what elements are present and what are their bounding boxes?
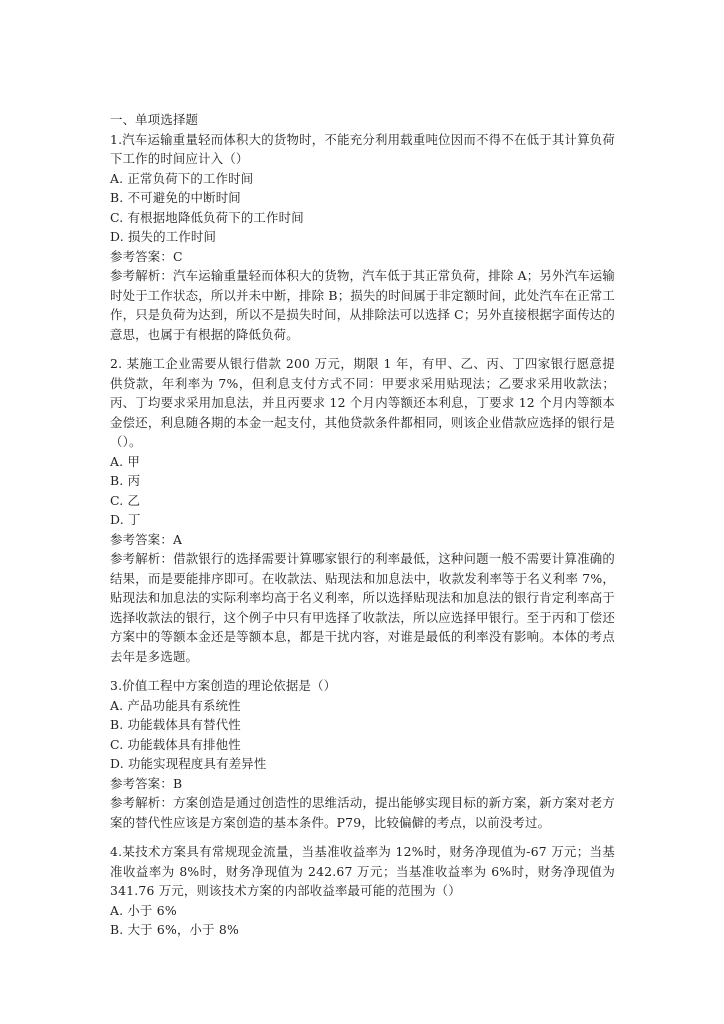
reference-analysis: 参考解析：方案创造是通过创造性的思维活动，提出能够实现目标的新方案，新方案对老方案的替代性应该是方案创造的基本条件。P79，比较偏僻的考点，以前没考过。 [110,795,615,830]
reference-answer: 参考答案：A [110,531,183,547]
spacer [110,666,615,676]
option-b: B. 功能载体具有替代性 [110,717,241,732]
question-stem: 3.价值工程中方案创造的理论依据是（） [110,678,337,693]
spacer [110,832,615,842]
option-b: B. 不可避免的中断时间 [110,190,241,205]
document-page [110,110,615,940]
reference-analysis: 参考解析：汽车运输重量轻而体积大的货物，汽车低于其正常负荷，排除 A；另外汽车运输时处于工作状态，所以并未中断，排除 B；损失的时间属于非定额时间，此处汽车在正常工作，只是负荷为达到，所以不是损失时间，从排除法可以选择 C；另外直接根据字面传达的意思，也属于有根据的降低负荷。 [110,268,615,342]
option-c: C. 功能载体具有排他性 [110,736,241,752]
option-d: D. 丁 [110,512,141,527]
reference-answer: 参考答案：C [110,248,183,264]
reference-answer: 参考答案：B [110,775,183,791]
question-1 [110,130,615,345]
option-b: B. 大于 6%，小于 8% [110,922,239,937]
question-stem: 4.某技术方案具有常规现金流量，当基准收益率为 12%时，财务净现值为-67 万元；当基准收益率为 8%时，财务净现值为 242.67 万元；当基准收益率为 6%时，财务净现值为 341.76 万元，则该技术方案的内部收益率最可能的范围为（） [110,844,615,898]
option-c: C. 乙 [110,492,141,508]
option-b: B. 丙 [110,473,141,488]
spacer [110,344,615,354]
question-2 [110,354,615,666]
option-d: D. 功能实现程度具有差异性 [110,756,267,771]
section-title: 一、单项选择题 [110,112,199,127]
option-c: C. 有根据地降低负荷下的工作时间 [110,209,304,225]
question-4 [110,842,615,940]
option-d: D. 损失的工作时间 [110,229,217,244]
option-a: A. 甲 [110,453,141,469]
option-a: A. 小于 6% [110,902,177,918]
question-3 [110,676,615,832]
question-stem: 1.汽车运输重量轻而体积大的货物时，不能充分利用载重吨位因而不得不在低于其计算负荷下工作的时间应计入（） [110,131,615,166]
option-a: A. 产品功能具有系统性 [110,697,241,713]
reference-analysis: 参考解析：借款银行的选择需要计算哪家银行的利率最低，这种问题一般不需要计算准确的结果，而是要能排序即可。在收款法、贴现法和加息法中，收款发利率等于名义利率 7%，贴现法和加息法的实际利率均高于名义利率，所以选择贴现法和加息法的银行肯定利率高于选择收款法的银行，这个例子中只有甲选择了收款法，所以应选择甲银行。至于丙和丁偿还方案中的等额本金还是等额本息，都是干扰内容，对谁是最低的利率没有影响。本体的考点去年是多选题。 [110,551,615,664]
question-stem: 2. 某施工企业需要从银行借款 200 万元，期限 1 年，有甲、乙、丙、丁四家银行愿意提供贷款，年利率为 7%，但利息支付方式不同：甲要求采用贴现法；乙要求采用收款法；丙、丁均要求采用加息法，并且丙要求 12 个月内等额还本利息，丁要求 12 个月内等额本金偿还，利息随各期的本金一起支付，其他贷款条件都相同，则该企业借款应选择的银行是（）。 [110,356,615,449]
option-a: A. 正常负荷下的工作时间 [110,170,254,186]
